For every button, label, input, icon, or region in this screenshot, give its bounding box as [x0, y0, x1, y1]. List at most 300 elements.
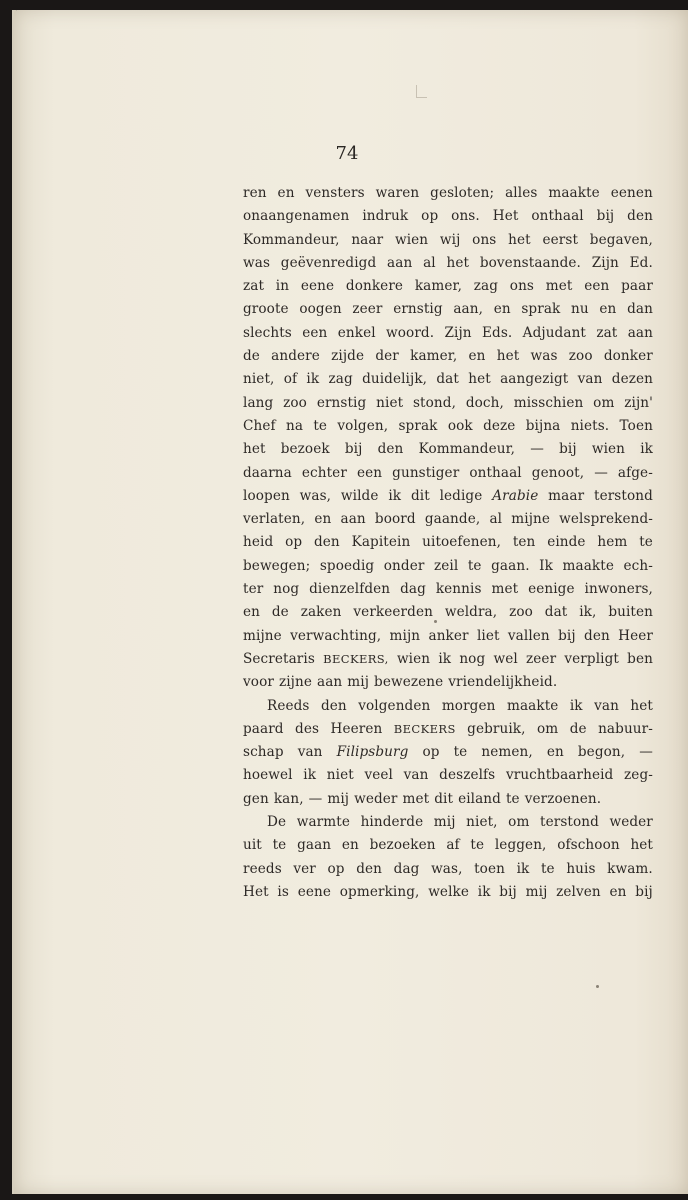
word: vruchtbaarheid: [505, 767, 614, 784]
word: bezoek: [280, 441, 330, 458]
word: sprak: [521, 301, 561, 318]
word: mijn: [389, 627, 421, 644]
word: van: [577, 371, 603, 388]
word: aan: [627, 324, 653, 341]
word: na: [285, 417, 304, 434]
word: al: [489, 511, 503, 528]
word: des: [295, 720, 320, 737]
word: een: [356, 464, 383, 481]
word: de: [569, 720, 587, 737]
word: morgen: [441, 697, 496, 714]
word: en: [314, 511, 332, 528]
word: uit: [243, 837, 262, 854]
word: kwam.: [607, 860, 653, 877]
word: nemen,: [481, 744, 533, 761]
word: zijne: [278, 674, 312, 691]
word: de: [271, 604, 289, 621]
word: leggen,: [494, 837, 547, 854]
word: ik: [477, 883, 491, 900]
word: warmte: [296, 814, 350, 831]
word: mijne: [511, 511, 551, 528]
word: nabuur-: [598, 720, 653, 737]
word: maakte: [562, 557, 614, 574]
word: op: [421, 208, 439, 225]
word: voor: [243, 674, 274, 691]
word: ben: [627, 650, 653, 667]
word: indruk: [362, 208, 409, 225]
word: ik: [303, 767, 317, 784]
pencil-mark: [416, 85, 427, 98]
body-text: [243, 182, 653, 904]
word: Het: [492, 208, 519, 225]
word: Secretaris: [243, 650, 315, 667]
word: Kommandeur,: [243, 231, 340, 248]
text-line: [243, 671, 653, 694]
word: om: [508, 814, 530, 831]
word: zijde: [331, 348, 365, 365]
word: weldra,: [444, 604, 498, 621]
text-line: [243, 462, 653, 485]
word: bewezene: [374, 674, 444, 691]
word: dag: [400, 581, 426, 598]
word: ons: [509, 278, 535, 295]
word: lang: [243, 394, 274, 411]
word: ter: [243, 581, 264, 598]
word: deze: [483, 417, 516, 434]
text-line: [243, 601, 653, 624]
word: wilde: [340, 487, 379, 504]
word: verwachting,: [290, 627, 382, 644]
word: te: [639, 534, 653, 551]
word: ernstig: [316, 394, 367, 411]
word: echter: [301, 464, 347, 481]
word: verzoenen.: [524, 790, 602, 807]
word: Heer: [618, 627, 653, 644]
word: nu: [571, 301, 589, 318]
word: opmerking,: [339, 883, 420, 900]
word: met: [402, 790, 430, 807]
word: Eds.: [482, 324, 513, 341]
word: bij: [596, 208, 615, 225]
word: reeds: [243, 860, 282, 877]
word: zat: [596, 324, 618, 341]
word: loopen: [243, 487, 290, 504]
word: ofschoon: [557, 837, 620, 854]
text-line: [243, 322, 653, 345]
word: en: [493, 301, 511, 318]
word: kamer,: [410, 348, 458, 365]
word: zelven: [556, 883, 601, 900]
word: aan,: [453, 301, 484, 318]
word: Het: [243, 883, 269, 900]
text-line: [243, 881, 653, 904]
word: wien: [394, 231, 429, 248]
word: der: [375, 348, 399, 365]
word: bij: [558, 627, 576, 644]
word: uitoefenen,: [422, 534, 501, 551]
word: te: [540, 860, 555, 877]
word: verkeerden: [353, 604, 433, 621]
word: den: [320, 697, 347, 714]
word: Kapitein: [351, 534, 411, 551]
word: een: [302, 324, 328, 341]
word: van: [297, 744, 323, 761]
word: doch,: [465, 394, 504, 411]
word: Ik: [539, 557, 553, 574]
word: gunstiger: [392, 464, 460, 481]
word: Chef: [243, 417, 276, 434]
word: was,: [431, 860, 463, 877]
word: te: [453, 744, 468, 761]
word: waren: [375, 185, 420, 201]
word: toen: [474, 860, 505, 877]
word: ik: [516, 860, 530, 877]
word: kamer,: [414, 278, 463, 295]
word: bij: [344, 441, 363, 458]
word: zeer: [352, 301, 383, 318]
text-line: [243, 415, 653, 438]
word: daarna: [243, 464, 292, 481]
word: sprak: [398, 417, 438, 434]
text-line: [243, 578, 653, 601]
word: gebruik,: [467, 720, 526, 737]
word: zoo: [568, 348, 593, 365]
word: Zijn: [444, 324, 472, 341]
word: nog: [273, 581, 300, 598]
word: groote: [243, 301, 289, 318]
word: gaande,: [424, 511, 481, 528]
word: al: [423, 254, 436, 271]
word: wij: [439, 231, 461, 248]
word: ten: [512, 534, 536, 551]
word: onaangenamen: [243, 208, 350, 225]
text-line: [243, 392, 653, 415]
word: eiland: [458, 790, 501, 807]
word: bijna: [525, 417, 561, 434]
word: zat: [243, 278, 265, 295]
word: vensters: [305, 185, 365, 201]
word: weder: [354, 790, 398, 807]
word: andere: [271, 348, 320, 365]
word: ik,: [579, 604, 597, 621]
word: ik: [438, 650, 452, 667]
text-line: [243, 648, 653, 671]
word: een: [584, 278, 610, 295]
word: woord.: [386, 324, 435, 341]
text-line: [243, 205, 653, 228]
word: aan: [316, 674, 343, 691]
word: donkere: [345, 278, 404, 295]
word: wien: [396, 650, 431, 667]
word: vallen: [507, 627, 550, 644]
text-line: [243, 718, 653, 741]
word: te: [272, 837, 287, 854]
word: den: [377, 441, 404, 458]
word: inwoners,: [584, 581, 653, 598]
word: alles: [505, 185, 538, 201]
text-line: [243, 275, 653, 298]
word: mij: [525, 883, 548, 900]
word: dan: [627, 301, 653, 318]
text-line: [243, 695, 653, 718]
word: Ed.: [629, 254, 653, 271]
word: dat: [436, 371, 459, 388]
word: eerst: [542, 231, 579, 248]
word: volgenden: [358, 697, 431, 714]
word: ledige: [439, 487, 483, 504]
word: ik: [569, 697, 583, 714]
word: en: [546, 744, 564, 761]
text-line: [243, 788, 653, 811]
word: vriendelijkheid.: [448, 674, 558, 691]
word: schap: [243, 744, 284, 761]
word: niet: [376, 394, 404, 411]
word: bij: [559, 441, 577, 458]
word: naar: [351, 231, 384, 248]
word: terstond: [540, 814, 599, 831]
word: mijne: [243, 627, 282, 644]
word: het: [630, 837, 653, 854]
word: en: [468, 348, 486, 365]
text-line: [243, 508, 653, 531]
word: van: [403, 767, 429, 784]
text-line: [243, 368, 653, 391]
word: ook: [447, 417, 473, 434]
word: Adjudant: [522, 324, 586, 341]
word: zag: [328, 371, 353, 388]
word: ver: [293, 860, 316, 877]
word: eene: [300, 278, 335, 295]
word: mij: [327, 790, 350, 807]
word: ik: [640, 441, 653, 458]
text-line: [243, 531, 653, 554]
word: begon,: [577, 744, 626, 761]
word: is: [277, 883, 289, 900]
word: dag: [393, 860, 420, 877]
text-line: [243, 764, 653, 787]
word: oogen: [299, 301, 342, 318]
word: bezoeken: [369, 837, 436, 854]
word: afge-: [617, 464, 653, 481]
word: zeer: [526, 650, 557, 667]
text-line: [243, 438, 653, 461]
word: aan: [387, 254, 413, 271]
word: huis: [566, 860, 596, 877]
word: ik: [388, 487, 402, 504]
word: en: [277, 185, 295, 201]
word: niet: [326, 767, 354, 784]
word: BECKERS: [393, 721, 456, 736]
text-line: [243, 555, 653, 578]
word: te: [470, 837, 485, 854]
word: —: [594, 464, 608, 481]
text-line: [243, 229, 653, 252]
word: geëvenredigd: [280, 254, 377, 271]
word: genoot,: [531, 464, 585, 481]
word: eenige: [528, 581, 575, 598]
page-number: 74: [335, 143, 359, 164]
word: Heeren: [330, 720, 383, 737]
word: bovenstaande.: [479, 254, 581, 271]
word: het: [496, 348, 520, 365]
word: buiten: [608, 604, 653, 621]
paper-speck: [596, 985, 599, 988]
word: misschien: [513, 394, 584, 411]
word: kennis: [435, 581, 482, 598]
word: maakte: [548, 185, 600, 201]
word: aan: [340, 511, 366, 528]
word: —: [530, 441, 544, 458]
word: het: [508, 231, 531, 248]
word: weder: [609, 814, 653, 831]
word: den: [627, 208, 653, 225]
word: Reeds: [267, 697, 310, 714]
word: dat: [544, 604, 568, 621]
word: verpligt: [564, 650, 619, 667]
word: duidelijk,: [362, 371, 428, 388]
word: ech-: [623, 557, 653, 574]
word: te: [313, 417, 328, 434]
word: ons.: [451, 208, 480, 225]
word: met: [545, 278, 573, 295]
text-line: [243, 858, 653, 881]
word: dit: [434, 790, 454, 807]
word: op: [327, 860, 345, 877]
word: zijn': [624, 394, 653, 411]
word: ik: [306, 371, 320, 388]
text-line: [243, 741, 653, 764]
word: verlaten,: [243, 511, 306, 528]
word: welsprekend-: [559, 511, 653, 528]
word: spoedig: [319, 557, 375, 574]
word: maakte: [506, 697, 559, 714]
word: donker: [603, 348, 653, 365]
word: zoo: [283, 394, 307, 411]
word: wel: [493, 650, 518, 667]
word: zoo: [509, 604, 533, 621]
word: Arabie: [492, 487, 539, 504]
word: begaven,: [589, 231, 653, 248]
word: veel: [364, 767, 393, 784]
word: was: [243, 254, 271, 271]
text-line: [243, 834, 653, 857]
word: en: [609, 883, 627, 900]
word: eenen: [610, 185, 653, 201]
word: heid: [243, 534, 274, 551]
word: —: [639, 744, 653, 761]
word: onthaal: [531, 208, 584, 225]
word: enkel: [337, 324, 376, 341]
text-line: [243, 625, 653, 648]
word: den: [356, 860, 383, 877]
word: den: [313, 534, 340, 551]
word: met: [491, 581, 519, 598]
word: mij: [347, 674, 370, 691]
word: kan,: [273, 790, 304, 807]
word: —: [308, 790, 323, 807]
text-line: [243, 485, 653, 508]
word: ons: [472, 231, 497, 248]
text-line: [243, 811, 653, 834]
word: het: [243, 441, 266, 458]
text-line: [243, 298, 653, 321]
word: Toen: [619, 417, 653, 434]
word: het: [446, 254, 470, 271]
text-line: [243, 345, 653, 368]
word: op: [285, 534, 303, 551]
word: einde: [547, 534, 586, 551]
word: terstond: [594, 487, 653, 504]
word: welke: [428, 883, 469, 900]
word: maar: [548, 487, 585, 504]
word: hinderde: [360, 814, 424, 831]
word: en: [243, 604, 260, 621]
word: deszelfs: [439, 767, 496, 784]
word: De: [267, 814, 287, 831]
word: hoewel: [243, 767, 293, 784]
word: nog: [459, 650, 486, 667]
word: niet,: [466, 814, 498, 831]
word: gaan.: [491, 557, 530, 574]
word: hem: [597, 534, 628, 551]
word: in: [275, 278, 290, 295]
word: om: [593, 394, 615, 411]
word: volgen,: [337, 417, 389, 434]
word: niet,: [243, 371, 275, 388]
word: bij: [635, 883, 653, 900]
word: bewegen;: [243, 557, 311, 574]
word: paard: [243, 720, 284, 737]
word: gaan: [297, 837, 332, 854]
word: dezen: [611, 371, 653, 388]
word: onder: [383, 557, 425, 574]
word: het: [468, 371, 491, 388]
word: bij: [499, 883, 517, 900]
word: en: [341, 837, 359, 854]
word: dit: [410, 487, 430, 504]
word: Filipsburg: [336, 744, 409, 761]
word: af: [446, 837, 460, 854]
word: te: [467, 557, 482, 574]
word: paar: [621, 278, 653, 295]
word: mij: [433, 814, 456, 831]
word: aangezigt: [500, 371, 569, 388]
word: Zijn: [591, 254, 619, 271]
word: slechts: [243, 324, 292, 341]
word: gen: [243, 790, 269, 807]
word: boord: [374, 511, 416, 528]
word: zeil: [434, 557, 459, 574]
word: onthaal: [469, 464, 522, 481]
word: eene: [297, 883, 331, 900]
word: zeg-: [624, 767, 653, 784]
word: ernstig: [393, 301, 443, 318]
word: dienzelfden: [309, 581, 391, 598]
word: het: [630, 697, 653, 714]
word: den: [584, 627, 610, 644]
text-line: [243, 252, 653, 275]
word: Kommandeur,: [418, 441, 516, 458]
text-line: [243, 182, 653, 205]
word: of: [283, 371, 298, 388]
word: gesloten;: [430, 185, 495, 201]
word: en: [599, 301, 617, 318]
word: anker: [428, 627, 469, 644]
word: van: [594, 697, 619, 714]
word: niets.: [570, 417, 610, 434]
word: zaken: [300, 604, 342, 621]
word: stond,: [412, 394, 456, 411]
